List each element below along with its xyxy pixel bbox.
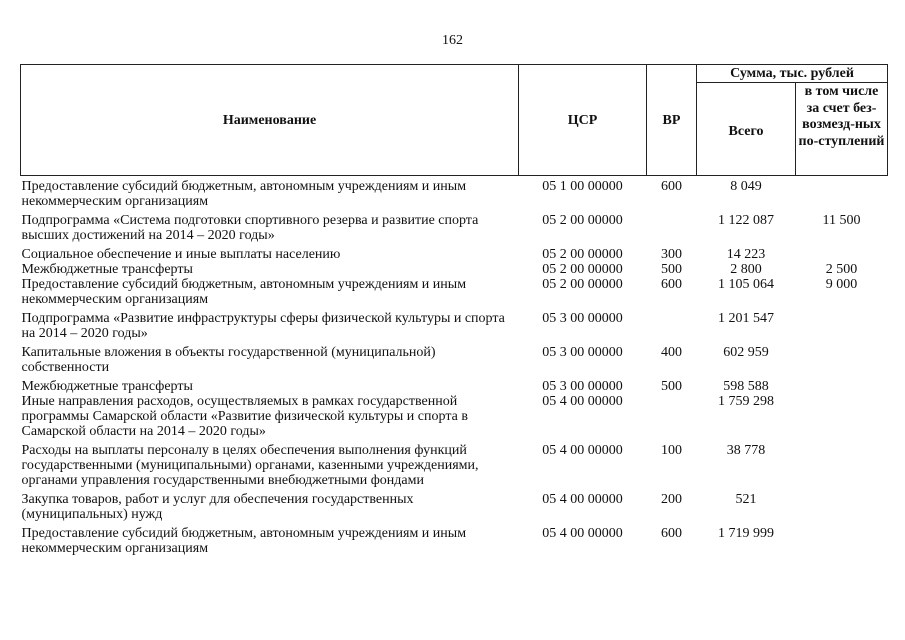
row-vr: 600 bbox=[661, 277, 682, 292]
row-name: Подпрограмма «Система подготовки спортивного резерва и развитие спорта высших достижений на 2014 – 2020 годы» bbox=[21, 213, 479, 243]
table-row bbox=[21, 262, 888, 277]
row-vr: 500 bbox=[661, 379, 682, 394]
row-total: 521 bbox=[735, 492, 757, 507]
row-free bbox=[796, 439, 888, 488]
row-vr: 200 bbox=[661, 492, 682, 507]
row-vr bbox=[647, 209, 697, 243]
header-free-receipts: в том числе за счет без-возмезд-ных по-ступлений bbox=[796, 83, 888, 176]
table-row bbox=[21, 439, 888, 488]
row-csr: 05 1 00 00000 bbox=[542, 179, 623, 194]
row-total: 1 105 064 bbox=[718, 277, 774, 292]
table-row bbox=[21, 176, 888, 210]
row-name: Подпрограмма «Развитие инфраструктуры сферы физической культуры и спорта на 2014 – 2020 годы» bbox=[21, 311, 505, 341]
row-vr bbox=[647, 307, 697, 341]
row-total: 8 049 bbox=[730, 179, 762, 194]
table-row bbox=[21, 394, 888, 439]
row-free bbox=[796, 341, 888, 375]
row-total: 602 959 bbox=[723, 345, 769, 360]
table-header bbox=[21, 65, 888, 176]
row-total: 1 122 087 bbox=[718, 213, 774, 228]
header-total: Всего bbox=[697, 83, 796, 176]
row-free bbox=[796, 243, 888, 262]
table-body bbox=[21, 176, 888, 557]
budget-table bbox=[20, 64, 888, 556]
row-free bbox=[796, 522, 888, 556]
row-csr: 05 3 00 00000 bbox=[542, 345, 623, 360]
row-csr: 05 4 00 00000 bbox=[542, 492, 623, 507]
row-name: Капитальные вложения в объекты государственной (муниципальной) собственности bbox=[21, 345, 436, 375]
table-row bbox=[21, 522, 888, 556]
row-vr: 600 bbox=[661, 179, 682, 194]
row-name: Закупка товаров, работ и услуг для обеспечения государственных (муниципальных) нужд bbox=[21, 492, 414, 522]
row-free bbox=[796, 176, 888, 210]
row-csr: 05 4 00 00000 bbox=[542, 443, 623, 458]
header-sum: Сумма, тыс. рублей bbox=[697, 65, 888, 83]
row-total: 1 759 298 bbox=[718, 394, 774, 409]
row-vr: 100 bbox=[661, 443, 682, 458]
row-free: 11 500 bbox=[822, 213, 861, 228]
row-csr: 05 4 00 00000 bbox=[542, 526, 623, 541]
row-csr: 05 4 00 00000 bbox=[542, 394, 623, 409]
header-csr: ЦСР bbox=[519, 65, 647, 176]
table-row bbox=[21, 341, 888, 375]
row-csr: 05 2 00 00000 bbox=[542, 247, 623, 262]
row-vr: 400 bbox=[661, 345, 682, 360]
row-total: 14 223 bbox=[726, 247, 766, 262]
row-csr: 05 3 00 00000 bbox=[542, 379, 623, 394]
row-free bbox=[796, 488, 888, 522]
page-number: 162 bbox=[442, 33, 463, 48]
table-row bbox=[21, 307, 888, 341]
row-total: 1 201 547 bbox=[718, 311, 774, 326]
row-total: 38 778 bbox=[726, 443, 766, 458]
row-free bbox=[796, 307, 888, 341]
row-name: Предоставление субсидий бюджетным, автономным учреждениям и иным некоммерческим организациям bbox=[21, 526, 467, 556]
table-row bbox=[21, 209, 888, 243]
row-vr: 600 bbox=[661, 526, 682, 541]
row-free bbox=[796, 394, 888, 439]
row-vr bbox=[647, 394, 697, 439]
row-name: Социальное обеспечение и иные выплаты населению bbox=[21, 247, 341, 262]
row-name: Межбюджетные трансферты bbox=[21, 379, 193, 394]
row-free: 9 000 bbox=[825, 277, 858, 292]
row-csr: 05 2 00 00000 bbox=[542, 277, 623, 292]
row-name: Иные направления расходов, осуществляемых в рамках государственной программы Самарской области «Развитие физической культуры и спорта в Самарской области на 2014 – 2020 годы» bbox=[21, 394, 468, 439]
row-name: Расходы на выплаты персоналу в целях обеспечения выполнения функций государственными (муниципальными) органами, казенными учреждениями, органами управления государственными внебюджетными фондами bbox=[21, 443, 479, 488]
row-total: 1 719 999 bbox=[718, 526, 774, 541]
row-csr: 05 2 00 00000 bbox=[542, 213, 623, 228]
row-total: 598 588 bbox=[723, 379, 769, 394]
row-vr: 500 bbox=[661, 262, 682, 277]
row-name: Предоставление субсидий бюджетным, автономным учреждениям и иным некоммерческим организациям bbox=[21, 277, 467, 307]
table-row bbox=[21, 375, 888, 394]
table-row bbox=[21, 277, 888, 307]
row-free bbox=[796, 375, 888, 394]
row-csr: 05 2 00 00000 bbox=[542, 262, 623, 277]
row-total: 2 800 bbox=[730, 262, 762, 277]
row-csr: 05 3 00 00000 bbox=[542, 311, 623, 326]
row-name: Предоставление субсидий бюджетным, автономным учреждениям и иным некоммерческим организациям bbox=[21, 179, 467, 209]
table-row bbox=[21, 488, 888, 522]
row-vr: 300 bbox=[661, 247, 682, 262]
row-name: Межбюджетные трансферты bbox=[21, 262, 193, 277]
table-row bbox=[21, 243, 888, 262]
header-name: Наименование bbox=[21, 65, 519, 176]
row-free: 2 500 bbox=[825, 262, 858, 277]
header-vr: ВР bbox=[647, 65, 697, 176]
